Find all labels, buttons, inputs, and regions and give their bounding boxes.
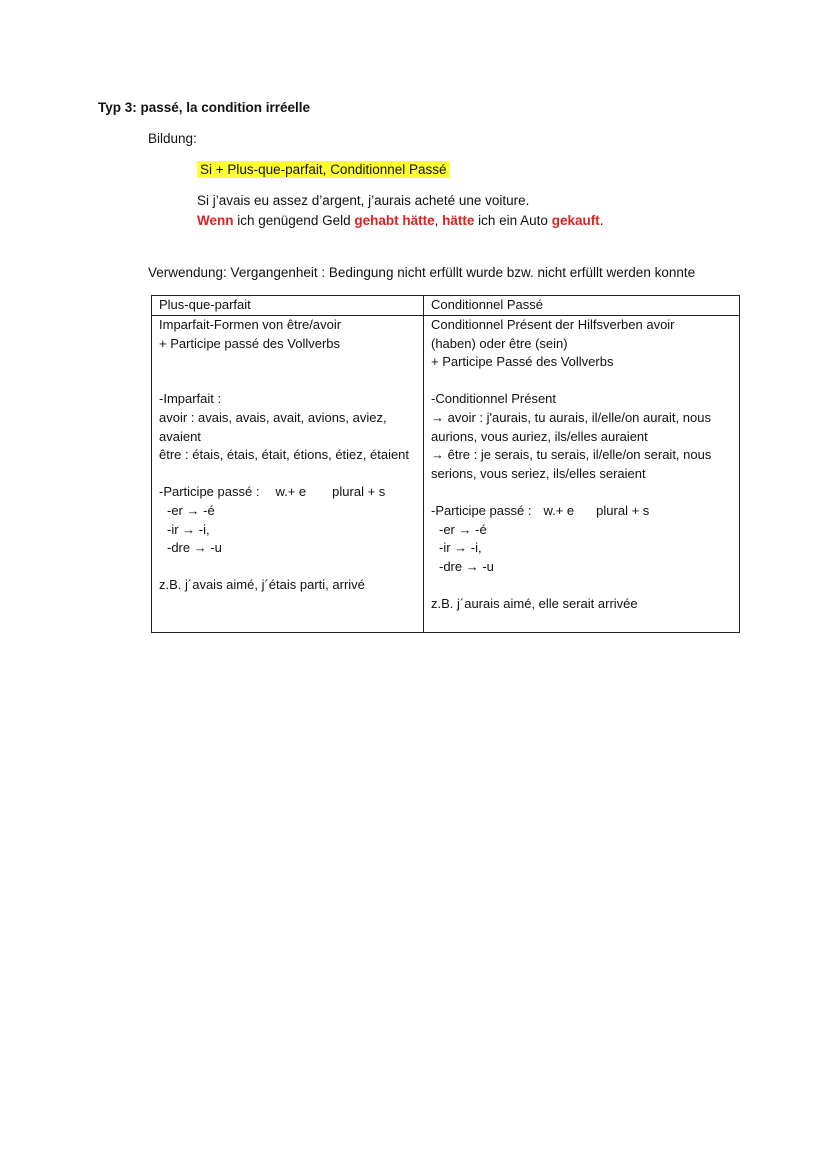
emphasis-gehabt-haette: gehabt hätte <box>354 213 435 228</box>
rule-er: -er → -é <box>439 521 487 537</box>
imparfait-title: -Imparfait : <box>159 391 222 407</box>
header-plus-que-parfait: Plus-que-parfait <box>152 296 424 316</box>
header-conditionnel-passe: Conditionnel Passé <box>424 296 740 316</box>
left-example: z.B. j´avais aimé, j´étais parti, arrivé <box>159 577 365 593</box>
right-intro-line: (haben) oder être (sein) <box>431 335 568 351</box>
participe-plural: plural + s <box>596 502 650 518</box>
participe-title: -Participe passé : <box>431 502 532 518</box>
left-intro-line: Imparfait-Formen von être/avoir <box>159 317 342 332</box>
cell-plus-que-parfait <box>152 316 424 633</box>
grammar-table <box>151 295 740 633</box>
participe-plural: plural + s <box>332 484 386 500</box>
example-german <box>197 213 603 228</box>
emphasis-wenn: Wenn <box>197 213 234 228</box>
emphasis-gekauft: gekauft <box>551 213 600 228</box>
participe-line <box>431 502 733 521</box>
right-example: z.B. j´aurais aimé, elle serait arrivée <box>431 595 638 611</box>
rule-dre: -dre → -u <box>167 540 222 556</box>
usage-line: Verwendung: Vergangenheit : Bedingung nicht erfüllt wurde bzw. nicht erfüllt werden konnte <box>148 265 696 280</box>
imparfait-avoir: avoir : avais, avais, avait, avions, aviez, avaient <box>159 409 387 444</box>
example-german-text: ich genügend Geld <box>233 213 355 228</box>
participe-feminine: w.+ e <box>543 502 575 518</box>
cell-conditionnel-passe <box>424 316 740 633</box>
cond-present-etre: → être : je serais, tu serais, il/elle/on serait, nous serions, vous seriez, ils/elles seraient <box>431 447 712 481</box>
example-german-text: , <box>434 213 443 228</box>
participe-feminine: w.+ e <box>275 484 307 500</box>
example-german-text: ich ein Auto <box>474 213 552 228</box>
right-intro-line: Conditionnel Présent der Hilfsverben avoir <box>431 317 675 332</box>
section-heading: Typ 3: passé, la condition irréelle <box>98 100 311 115</box>
rule-dre: -dre → -u <box>439 558 494 574</box>
rule-ir: -ir → -i, <box>167 521 210 537</box>
table-body-row <box>152 316 740 633</box>
participe-title: -Participe passé : <box>159 484 260 500</box>
formation-label: Bildung: <box>148 131 197 146</box>
cond-present-title: -Conditionnel Présent <box>431 391 557 407</box>
emphasis-haette: hätte <box>442 213 475 228</box>
right-intro-line: + Participe Passé des Vollverbs <box>431 354 614 370</box>
participe-line <box>159 483 417 502</box>
rule-er: -er → -é <box>167 502 215 518</box>
imparfait-etre: être : étais, étais, était, étions, étiez, étaient <box>159 447 410 463</box>
example-french: Si j’avais eu assez d’argent, j’aurais acheté une voiture. <box>197 193 530 208</box>
cond-present-avoir: → avoir : j'aurais, tu aurais, il/elle/on aurait, nous aurions, vous auriez, ils/elles auraient <box>431 409 711 444</box>
table-header-row <box>152 296 740 316</box>
rule-ir: -ir → -i, <box>439 540 482 556</box>
example-german-text: . <box>599 213 604 228</box>
left-intro-line: + Participe passé des Vollverbs <box>159 335 341 351</box>
formula-highlight: Si + Plus-que-parfait, Conditionnel Passé <box>197 161 450 178</box>
